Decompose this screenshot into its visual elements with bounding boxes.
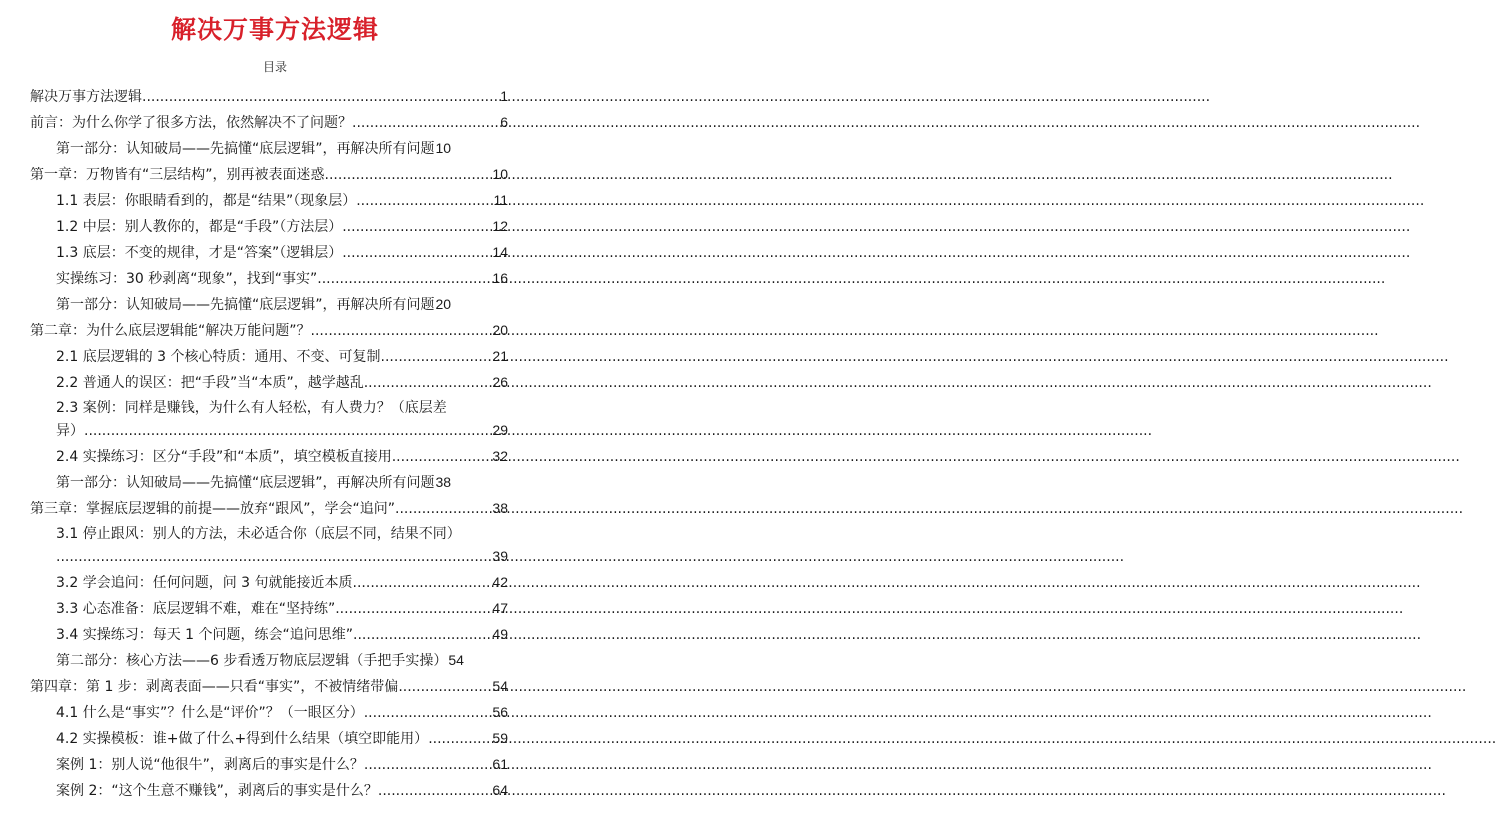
toc-entry-page: 39 — [492, 548, 508, 564]
toc-entry-title: 实操练习：30 秒剥离“现象”，找到“事实” — [56, 271, 318, 287]
toc-entry-title: 案例 2：“这个生意不赚钱”，剥离后的事实是什么？ — [56, 783, 378, 799]
toc-leader — [342, 214, 491, 240]
toc-entry-page: 10 — [435, 140, 452, 156]
toc-entry[interactable] — [56, 595, 508, 621]
document-page — [0, 0, 550, 816]
toc-entry-page: 20 — [492, 322, 508, 338]
toc-leader — [311, 318, 492, 344]
toc-entry-title: 第四章：第 1 步：剥离表面——只看“事实”，不被情绪带偏 — [30, 679, 399, 695]
toc-entry-title: 第一章：万物皆有“三层结构”，别再被表面迷惑 — [30, 167, 325, 183]
toc-leader — [353, 570, 492, 596]
toc-entry[interactable] — [56, 725, 508, 751]
toc-entry[interactable] — [56, 647, 526, 673]
toc-entry-title: 第二部分：核心方法——6 步看透万物底层逻辑（手把手实操） — [56, 653, 448, 669]
toc-entry-title: 第一部分：认知破局——先搞懂“底层逻辑”，再解决所有问题 — [56, 475, 435, 491]
toc-leader — [342, 240, 491, 266]
toc-entry-page: 54 — [492, 678, 508, 694]
toc-entry-title: 3.3 心态准备：底层逻辑不难，难在“坚持练” — [56, 601, 336, 617]
toc-entry-page: 56 — [492, 704, 508, 720]
toc-entry[interactable] — [56, 569, 508, 595]
toc-entry-title-continued: 异） — [56, 423, 84, 439]
toc-entry[interactable] — [30, 161, 508, 187]
toc-entry-page: 47 — [492, 600, 508, 616]
toc-entry-title: 第三章：掌握底层逻辑的前提——放弃“跟风”，学会“追问” — [30, 501, 396, 517]
toc-leader — [428, 726, 491, 752]
toc-entry-page: 54 — [448, 652, 464, 668]
toc-entry-title: 解决万事方法逻辑 — [30, 89, 142, 105]
toc-entry[interactable] — [30, 495, 508, 521]
toc-entry-page: 64 — [492, 782, 508, 798]
toc-entry-page: 26 — [492, 374, 508, 390]
toc-entry-title: 1.3 底层：不变的规律，才是“答案”（逻辑层） — [56, 245, 343, 261]
toc-entry[interactable] — [30, 83, 508, 109]
toc-leader — [352, 110, 499, 136]
toc-leader — [142, 84, 499, 110]
toc-entry-title: 3.2 学会追问：任何问题，问 3 句就能接近本质 — [56, 575, 353, 591]
toc-entry-page: 49 — [492, 626, 508, 642]
toc-entry-page: 6 — [500, 114, 508, 130]
toc-entry-title: 1.1 表层：你眼睛看到的，都是“结果”（现象层） — [56, 193, 357, 209]
toc-entry-title: 前言：为什么你学了很多方法，依然解决不了问题？ — [30, 115, 352, 131]
toc-entry[interactable] — [56, 369, 508, 395]
toc-entry-page: 1 — [500, 88, 508, 104]
toc-entry-continuation[interactable] — [56, 543, 508, 569]
toc-entry-page: 14 — [492, 244, 508, 260]
toc-entry[interactable] — [56, 469, 508, 495]
toc-entry-title: 第一部分：认知破局——先搞懂“底层逻辑”，再解决所有问题 — [56, 141, 435, 157]
toc-entry-page: 61 — [492, 756, 508, 772]
toc-entry[interactable] — [56, 621, 508, 647]
toc-entry-page: 38 — [435, 474, 452, 490]
toc-entry[interactable] — [56, 443, 508, 469]
toc-entry-title: 第一部分：认知破局——先搞懂“底层逻辑”，再解决所有问题 — [56, 297, 435, 313]
toc-entry[interactable] — [56, 135, 508, 161]
toc-entry[interactable] — [56, 343, 508, 369]
toc-entry-title: 案例 1：别人说“他很牛”，剥离后的事实是什么？ — [56, 757, 364, 773]
toc-entry-page: 42 — [492, 574, 508, 590]
toc-entry-title: 3.4 实操练习：每天 1 个问题，练会“追问思维” — [56, 627, 354, 643]
toc-entry-title: 第二章：为什么底层逻辑能“解决万能问题”？ — [30, 323, 311, 339]
toc-leader — [364, 370, 492, 396]
toc-entry[interactable] — [56, 699, 508, 725]
toc-entry[interactable] — [56, 239, 508, 265]
toc-leader — [398, 674, 491, 700]
toc-entry-page: 16 — [492, 270, 508, 286]
toc-leader — [378, 778, 492, 804]
toc-entry-title: 1.2 中层：别人教你的，都是“手段”（方法层） — [56, 219, 343, 235]
toc-entry[interactable] — [30, 109, 508, 135]
toc-leader — [335, 596, 491, 622]
toc-leader — [317, 266, 491, 292]
toc-entry[interactable] — [56, 751, 508, 777]
toc-entry[interactable] — [30, 317, 508, 343]
toc-entry[interactable] — [56, 395, 508, 419]
toc-leader — [364, 752, 492, 778]
toc-entry-title: 2.4 实操练习：区分“手段”和“本质”，填空模板直接用 — [56, 449, 392, 465]
toc-entry[interactable] — [56, 213, 508, 239]
toc-entry-title: 4.2 实操模板：谁+做了什么+得到什么结果（填空即能用） — [56, 731, 429, 747]
toc-entry-page: 20 — [435, 296, 452, 312]
toc-leader — [84, 418, 491, 444]
toc-entry-title: 2.3 案例：同样是赚钱，为什么有人轻松，有人费力？（底层差 — [56, 400, 447, 416]
toc-entry-page: 29 — [492, 422, 508, 438]
toc-leader — [381, 344, 492, 370]
toc-entry-page: 21 — [492, 348, 508, 364]
toc-leader — [392, 444, 492, 470]
toc-entry-page: 38 — [492, 500, 508, 516]
toc-entry-page: 10 — [492, 166, 508, 182]
toc-leader — [364, 700, 492, 726]
toc-entry-page: 11 — [493, 192, 508, 208]
document-title: 解决万事方法逻辑 — [170, 15, 379, 44]
toc-entry[interactable] — [56, 187, 508, 213]
toc-entry-title: 2.2 普通人的误区：把“手段”当“本质”，越学越乱 — [56, 375, 364, 391]
toc-entry-title: 3.1 停止跟风：别人的方法，未必适合你（底层不同，结果不同） — [56, 526, 461, 542]
toc-entry-page: 32 — [492, 448, 508, 464]
toc-leader — [395, 496, 491, 522]
toc-entry-title: 4.1 什么是“事实”？什么是“评价”？（一眼区分） — [56, 705, 364, 721]
toc-entry-title: 2.1 底层逻辑的 3 个核心特质：通用、不变、可复制 — [56, 349, 381, 365]
toc-entry-page: 12 — [492, 218, 508, 234]
toc-leader — [356, 188, 492, 214]
toc-entry[interactable] — [56, 777, 508, 803]
toc-leader — [56, 544, 491, 570]
toc-heading: 目录 — [262, 60, 287, 74]
toc-leader — [353, 622, 491, 648]
toc-entry-page: 59 — [492, 730, 508, 746]
toc-entry[interactable] — [56, 265, 508, 291]
toc-entry[interactable] — [30, 673, 508, 699]
toc-entry[interactable] — [56, 521, 508, 545]
toc-entry-continuation[interactable] — [56, 417, 508, 443]
toc-entry[interactable] — [56, 291, 508, 317]
toc-leader — [325, 162, 492, 188]
